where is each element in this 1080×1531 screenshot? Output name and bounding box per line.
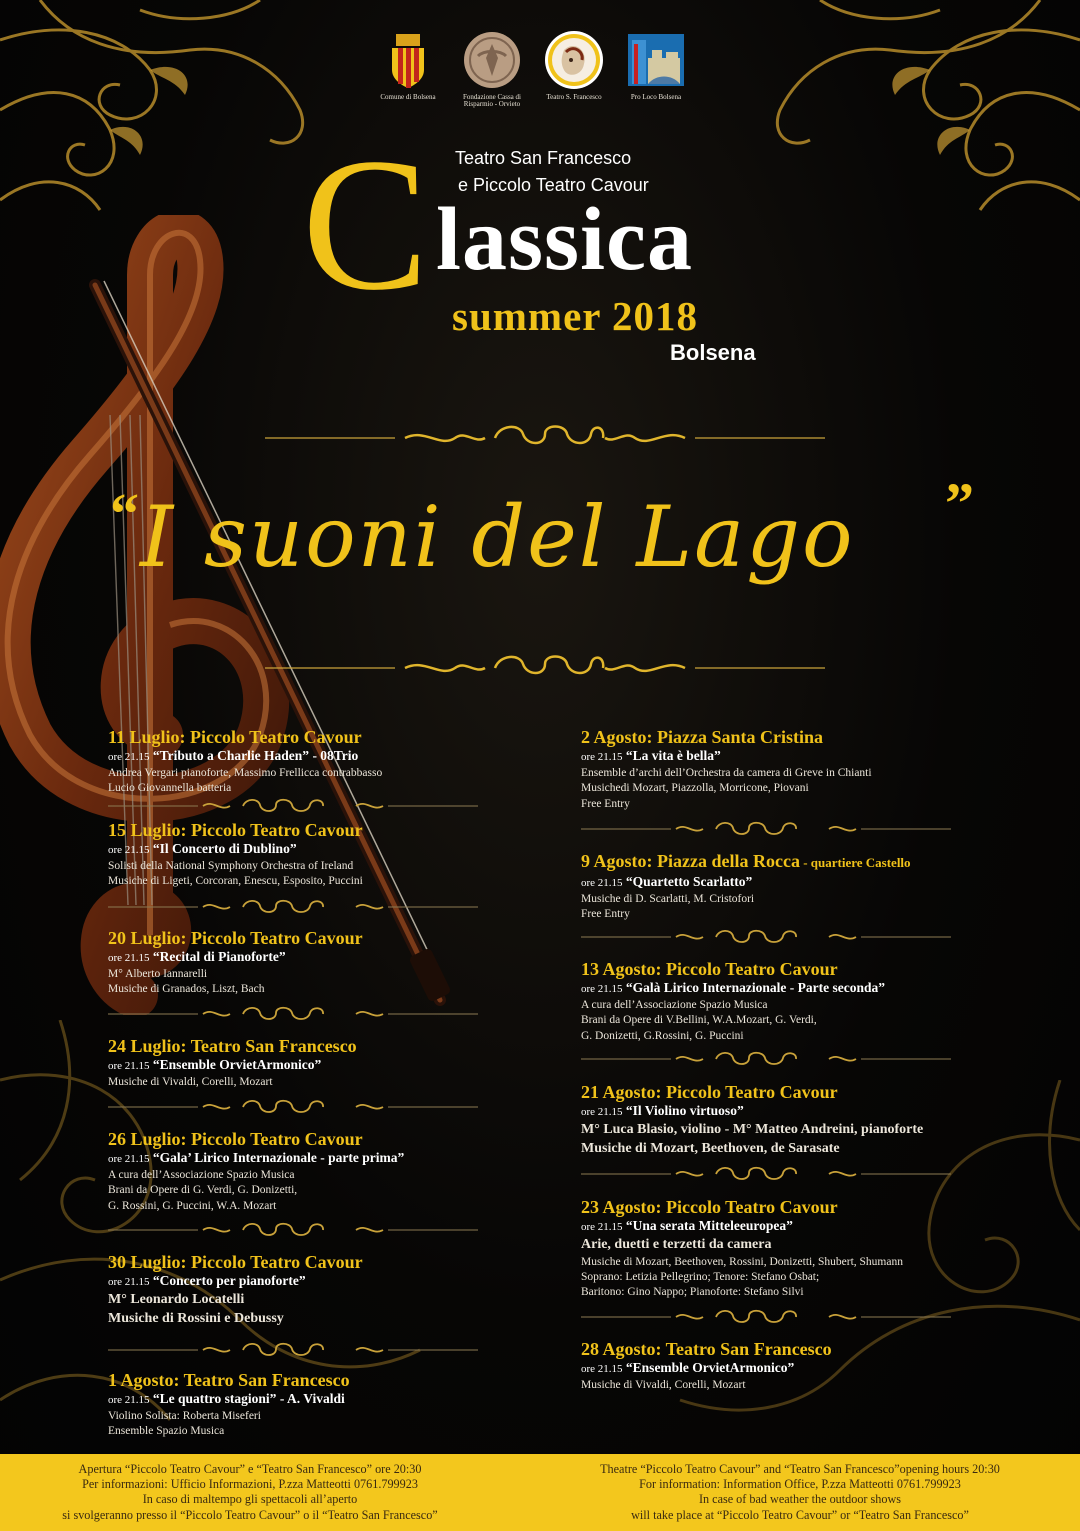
event-detail: Free Entry xyxy=(581,908,630,921)
divider-ornament-bottom xyxy=(265,650,825,690)
separator-ornament xyxy=(581,1049,951,1073)
event-detail: A cura dell’Associazione Spazio Musica xyxy=(581,999,768,1011)
logo-caption: Teatro S. Francesco xyxy=(546,93,602,101)
theatre-portrait-icon xyxy=(544,30,604,90)
event-title-line: ore 21.15 “Gala’ Lirico Internazionale - parte prima” xyxy=(108,1150,405,1165)
event-1-agosto xyxy=(108,1370,350,1440)
event-title-line: ore 21.15 “Tributo a Charlie Haden” - 08Trio xyxy=(108,748,359,763)
event-heading: 9 Agosto: Piazza della Rocca - quartiere Castello xyxy=(581,851,911,871)
coat-of-arms-icon xyxy=(378,30,438,90)
title-initial: C xyxy=(302,120,429,330)
event-heading: 11 Luglio: Piccolo Teatro Cavour xyxy=(108,727,362,747)
event-detail: Musiche di Vivaldi, Corelli, Mozart xyxy=(581,1379,746,1391)
event-detail: Soprano: Letizia Pellegrino; Tenore: Stefano Osbat; xyxy=(581,1270,820,1283)
event-detail: Musiche di D. Scarlatti, M. Cristofori xyxy=(581,893,755,905)
close-quote: ” xyxy=(945,471,974,536)
event-11-luglio xyxy=(108,727,382,797)
footer-line: In case of bad weather the outdoor shows xyxy=(698,1492,902,1507)
event-detail: Musiche di Rossini e Debussy xyxy=(108,1310,284,1326)
event-heading: 1 Agosto: Teatro San Francesco xyxy=(108,1370,350,1390)
fondazione-logo xyxy=(456,30,528,109)
event-title-line: ore 21.15 “Le quattro stagioni” - A. Vivaldi xyxy=(108,1391,345,1406)
separator-ornament xyxy=(581,1164,951,1188)
event-detail: Lucio Giovannella batteria xyxy=(108,782,232,795)
footer-line: In caso di maltempo gli spettacoli all’aperto xyxy=(142,1492,358,1507)
event-heading: 30 Luglio: Piccolo Teatro Cavour xyxy=(108,1252,363,1272)
event-detail: Solisti della National Symphony Orchestra of Ireland xyxy=(108,860,354,872)
event-2-agosto xyxy=(581,727,872,812)
footer-line: Per informazioni: Ufficio Informazioni, P.zza Matteotti 0761.799923 xyxy=(82,1477,418,1492)
event-title-line: ore 21.15 “Quartetto Scarlatto” xyxy=(581,874,753,889)
event-detail: M° Alberto Iannarelli xyxy=(108,968,208,980)
event-24-luglio xyxy=(108,1036,357,1090)
footer-line: For information: Information Office, P.zza Matteotti 0761.799923 xyxy=(639,1477,961,1492)
separator-ornament xyxy=(581,1307,951,1331)
venue-line-1: Teatro San Francesco xyxy=(455,148,632,168)
event-heading: 2 Agosto: Piazza Santa Cristina xyxy=(581,727,823,747)
event-title-line: ore 21.15 “Recital di Pianoforte” xyxy=(108,949,286,964)
separator-ornament xyxy=(108,1004,478,1028)
event-heading: 20 Luglio: Piccolo Teatro Cavour xyxy=(108,928,363,948)
event-title-line: ore 21.15 “Galà Lirico Internazionale - Parte seconda” xyxy=(581,980,886,995)
event-heading: 23 Agosto: Piccolo Teatro Cavour xyxy=(581,1197,838,1217)
event-heading: 21 Agosto: Piccolo Teatro Cavour xyxy=(581,1082,838,1102)
event-detail: Baritono: Gino Nappo; Pianoforte: Stefano Silvi xyxy=(581,1286,804,1299)
corner-ornament-top-right xyxy=(720,0,1080,260)
event-detail: G. Donizetti, G.Rossini, G. Puccini xyxy=(581,1029,744,1042)
venue-line-2: e Piccolo Teatro Cavour xyxy=(458,175,649,195)
separator-ornament xyxy=(108,1097,478,1121)
footer-info-band xyxy=(0,1454,1080,1531)
footer-line: will take place at “Piccolo Teatro Cavour” or “Teatro San Francesco” xyxy=(631,1507,969,1522)
event-detail: Andrea Vergari pianoforte, Massimo Frellicca contrabbasso xyxy=(108,767,383,779)
event-heading: 13 Agosto: Piccolo Teatro Cavour xyxy=(581,959,838,979)
footer-line: si svolgeranno presso il “Piccolo Teatro Cavour” o il “Teatro San Francesco” xyxy=(62,1507,438,1522)
event-detail: Musiche di Ligeti, Corcoran, Enescu, Esposito, Puccini xyxy=(108,875,363,888)
event-title-line: ore 21.15 “Il Concerto di Dublino” xyxy=(108,841,297,856)
event-title-line: ore 21.15 “La vita è bella” xyxy=(581,748,721,763)
event-detail: A cura dell’Associazione Spazio Musica xyxy=(108,1169,295,1181)
event-detail: M° Leonardo Locatelli xyxy=(108,1292,245,1307)
footer-line: Apertura “Piccolo Teatro Cavour” e “Teatro San Francesco” ore 20:30 xyxy=(78,1462,422,1476)
event-9-agosto xyxy=(581,851,911,923)
event-detail: Musiche di Vivaldi, Corelli, Mozart xyxy=(108,1076,273,1088)
event-21-agosto xyxy=(581,1082,923,1158)
event-detail: Ensemble d’archi dell’Orchestra da camera di Greve in Chianti xyxy=(581,767,872,779)
event-detail: Musiche di Mozart, Beethoven, Rossini, Donizetti, Shubert, Shumann xyxy=(581,1255,903,1268)
event-title-line: ore 21.15 “Concerto per pianoforte” xyxy=(108,1273,306,1288)
separator-ornament xyxy=(108,796,478,820)
tagline-text: I suoni del Lago xyxy=(140,488,855,586)
teatro-logo xyxy=(538,30,610,101)
event-20-luglio xyxy=(108,928,363,998)
event-13-agosto xyxy=(581,959,885,1044)
footer-english xyxy=(550,1462,1050,1523)
separator-ornament xyxy=(108,1220,478,1244)
proloco-logo xyxy=(620,30,692,101)
event-23-agosto xyxy=(581,1197,903,1300)
comune-logo xyxy=(372,30,444,101)
subtitle: summer 2018 xyxy=(452,293,698,339)
footer-italian xyxy=(0,1462,500,1523)
event-title-line: ore 21.15 “Ensemble OrvietArmonico” xyxy=(108,1057,322,1072)
logo-caption: Comune di Bolsena xyxy=(380,93,436,101)
event-heading: 15 Luglio: Piccolo Teatro Cavour xyxy=(108,820,363,840)
open-quote: “ xyxy=(110,481,139,546)
event-detail: Violino Solista: Roberta Miseferi xyxy=(108,1410,261,1422)
event-detail: G. Rossini, G. Puccini, W.A. Mozart xyxy=(108,1199,277,1212)
event-heading: 24 Luglio: Teatro San Francesco xyxy=(108,1036,357,1056)
separator-ornament xyxy=(108,897,478,921)
event-detail: Free Entry xyxy=(581,797,630,810)
event-15-luglio xyxy=(108,820,363,890)
event-detail: M° Luca Blasio, violino - M° Matteo Andreini, pianoforte xyxy=(581,1122,924,1137)
title-rest: lassica xyxy=(436,190,694,289)
divider-ornament-top xyxy=(265,420,825,460)
city: Bolsena xyxy=(670,340,756,365)
event-heading: 26 Luglio: Piccolo Teatro Cavour xyxy=(108,1129,363,1149)
sponsor-logos xyxy=(372,30,692,116)
logo-caption: Pro Loco Bolsena xyxy=(630,93,682,101)
event-detail: Brani da Opere di V.Bellini, W.A.Mozart, G. Verdi, xyxy=(581,1014,817,1027)
event-detail: Musiche di Granados, Liszt, Bach xyxy=(108,983,265,996)
event-heading: 28 Agosto: Teatro San Francesco xyxy=(581,1339,832,1359)
event-title-line: ore 21.15 “Una serata Mitteleeuropea” xyxy=(581,1218,793,1233)
event-detail: Ensemble Spazio Musica xyxy=(108,1425,225,1438)
coin-seal-icon xyxy=(462,30,522,90)
event-30-luglio xyxy=(108,1252,363,1328)
castle-icon xyxy=(626,30,686,90)
event-26-luglio xyxy=(108,1129,404,1214)
separator-ornament xyxy=(581,819,951,843)
logo-caption: Fondazione Cassa di Risparmio - Orvieto xyxy=(463,93,521,109)
tagline xyxy=(110,471,1010,630)
event-detail: Brani da Opere di G. Verdi, G. Donizetti, xyxy=(108,1184,298,1197)
event-detail: Arie, duetti e terzetti da camera xyxy=(581,1237,772,1252)
event-title-line: ore 21.15 “Ensemble OrvietArmonico” xyxy=(581,1360,795,1375)
separator-ornament xyxy=(108,1340,478,1364)
event-detail: Musichedi Mozart, Piazzolla, Morricone, Piovani xyxy=(581,782,809,795)
separator-ornament xyxy=(581,927,951,951)
footer-line: Theatre “Piccolo Teatro Cavour” and “Teatro San Francesco”opening hours 20:30 xyxy=(600,1462,1000,1476)
event-28-agosto xyxy=(581,1339,832,1393)
event-title-line: ore 21.15 “Il Violino virtuoso” xyxy=(581,1103,744,1118)
event-detail: Musiche di Mozart, Beethoven, de Sarasate xyxy=(581,1140,840,1156)
